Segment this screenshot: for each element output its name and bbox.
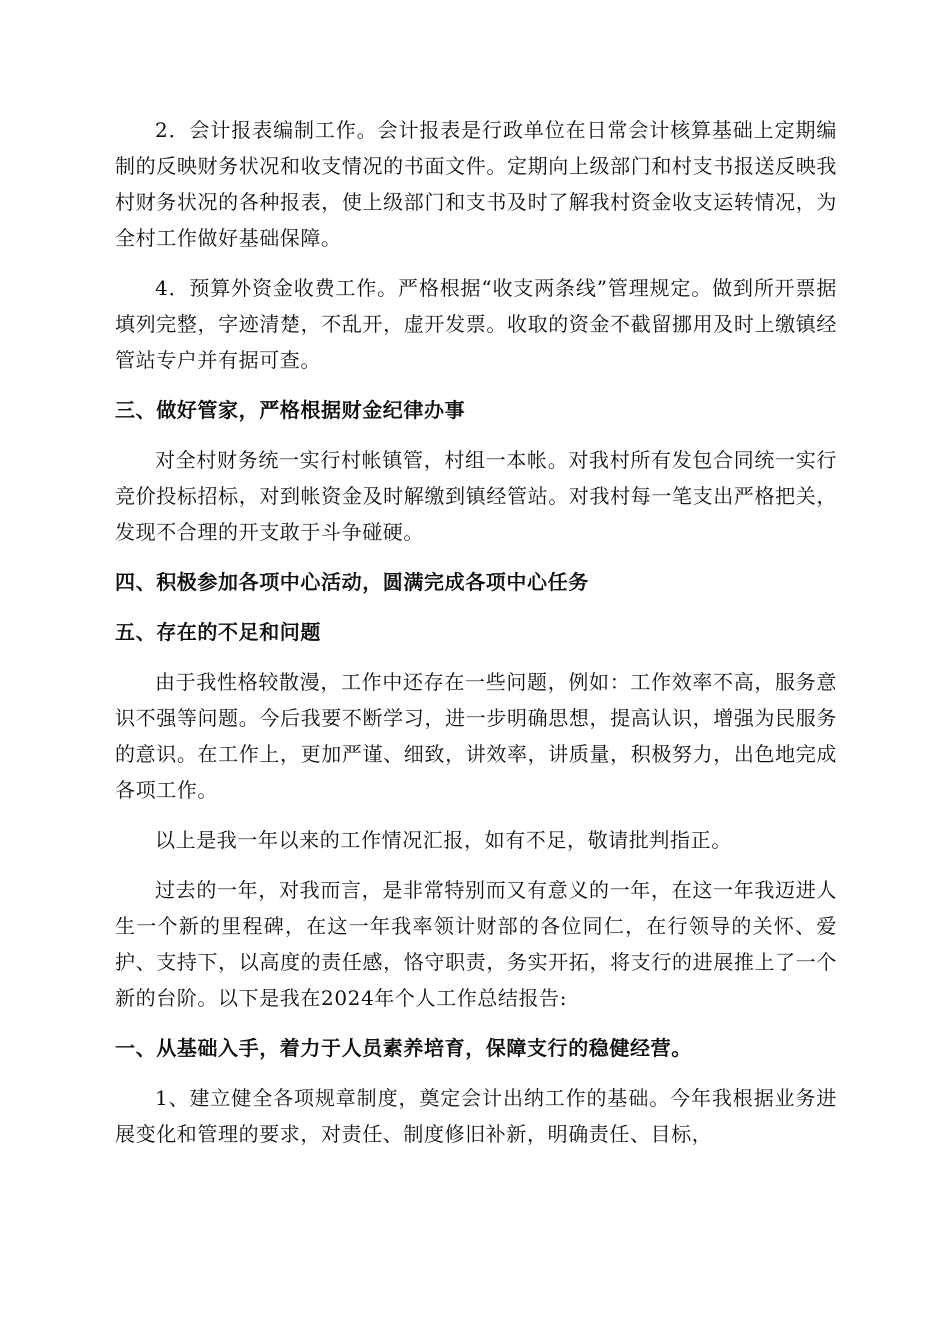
section-heading-5: 五、存在的不足和问题	[115, 620, 321, 644]
section-heading-3: 三、做好管家，严格根据财金纪律办事	[115, 398, 466, 422]
paragraph-report-closing: 以上是我一年以来的工作情况汇报，如有不足，敬请批判指正。	[155, 828, 732, 852]
section-heading-1: 一、从基础入手，着力于人员素养培育，保障支行的稳健经营。	[115, 1036, 692, 1060]
paragraph-shortcomings: 由于我性格较散漫，工作中还存在一些问题，例如：工作效率不高，服务意识不强等问题。今后我要不断学习，进一步明确思想，提高认识，增强为民服务的意识。在工作上，更加严谨、细致，讲效率，讲质量，积极努力，出色地完成各项工作。	[115, 670, 837, 802]
paragraph-rules-system: 1、建立健全各项规章制度，奠定会计出纳工作的基础。今年我根据业务进展变化和管理的要求，对责任、制度修旧补新，明确责任、目标，	[115, 1086, 837, 1146]
document-page	[115, 112, 837, 1166]
paragraph-accounting-reports: 2．会计报表编制工作。会计报表是行政单位在日常会计核算基础上定期编制的反映财务状况和收支情况的书面文件。定期向上级部门和村支书报送反映我村财务状况的各种报表，使上级部门和支书及时了解我村资金收支运转情况，为全村工作做好基础保障。	[115, 118, 837, 250]
paragraph-financial-discipline: 对全村财务统一实行村帐镇管，村组一本帐。对我村所有发包合同统一实行竞价投标招标，对到帐资金及时解缴到镇经管站。对我村每一笔支出严格把关，发现不合理的开支敢于斗争碰硬。	[115, 448, 837, 544]
paragraph-year-review-intro: 过去的一年，对我而言，是非常特别而又有意义的一年，在这一年我迈进人生一个新的里程碑，在这一年我率领计财部的各位同仁，在行领导的关怀、爱护、支持下，以高度的责任感，恪守职责，务实开拓，将支行的进展推上了一个新的台阶。以下是我在2024年个人工作总结报告:	[115, 878, 837, 1010]
section-heading-4: 四、积极参加各项中心活动，圆满完成各项中心任务	[115, 570, 589, 594]
paragraph-extra-budget-fees: 4．预算外资金收费工作。严格根据“收支两条线”管理规定。做到所开票据填列完整，字迹清楚，不乱开，虚开发票。收取的资金不截留挪用及时上缴镇经管站专户并有据可查。	[115, 276, 837, 372]
